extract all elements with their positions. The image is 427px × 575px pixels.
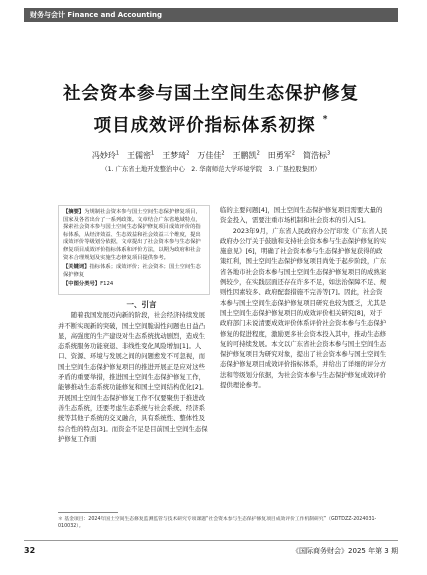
article-title-line2 bbox=[24, 112, 398, 137]
keywords-line bbox=[63, 264, 205, 279]
article-title-line1: 社会资本参与国土空间生态保护修复 bbox=[63, 84, 359, 104]
author-affiliation-mark: 2 bbox=[221, 150, 225, 157]
section-header-bar bbox=[24, 8, 398, 22]
left-column bbox=[58, 300, 210, 444]
author-name: 田勇军 bbox=[267, 151, 292, 160]
article-title-line2-text: 项目成效评价指标体系初探 bbox=[93, 116, 316, 136]
journal-issue: 《国际商务财会》2025 年第 3 期 bbox=[292, 547, 398, 555]
funding-footnote: ＊ 基金项目：2024年国土空间生态修复监测监管与技术研究专项课题“社会资本参与生态保护修复项目成效评价工作机制研究”（GDTDZZ-2024031-010032）。 bbox=[58, 517, 377, 529]
section-heading-introduction: 一、引言 bbox=[126, 300, 157, 309]
author-name: 冯妙玲 bbox=[91, 151, 116, 160]
abstract-text: 为规制社会资本参与国土空间生态保护修复项目，国家及各省出台了一系列政策。文章结合广东省地域特点，探索社会资本参与国土空间生态保护修复项目成效评价的指标体系，从经济效益、生态效益和社会效益三个维度，提出成效评价等级划分依据，文章提出了社会资本参与生态保护修复项目成效评价指标体系和评价方法，以期为政府和社会资本合理规划及实施生态修复项目提供参考。 bbox=[63, 209, 201, 261]
abstract-label: 【摘要】 bbox=[63, 209, 85, 215]
section-header-label: 财务与会计 Finance and Accounting bbox=[30, 11, 163, 19]
author-affiliation-mark: 2 bbox=[291, 150, 295, 157]
author-name: 王鹏凯 bbox=[232, 151, 257, 160]
page-number: 32 bbox=[24, 546, 36, 555]
classification-line bbox=[63, 281, 205, 289]
author-affiliation-mark: 1 bbox=[151, 150, 155, 157]
body-paragraph: 随着我国发展迈向新的阶段，社会经济持续发展并不断实现新的突破，国土空间脆弱性问题也日益凸显，高强度的生产建设对生态系统扰动剧烈，造成生态系统服务功能衰退、非线性变化风险增加[1]。人口、资源、环境与发展之间的问题愈发不可忽视，而国土空间生态保护修复项目的推进开展正是应对这些矛盾的重要举措，推进国土空间生态保护修复工作，能够推动生态系统功能修复和国土空间结构优化[2]。开展国土空间生态保护修复工作不仅要聚焦于推进改善生态系统，还要考虑生态系统与社会系统、经济系统等其他子系统的交叉融合，具有系统性、整体性及综合性的特点[3]。而资金不足是目前国土空间生态保护修复工作面 bbox=[58, 311, 208, 443]
abstract-paragraph bbox=[63, 209, 205, 262]
author-name: 王梦琦 bbox=[162, 151, 187, 160]
right-column bbox=[220, 205, 388, 390]
title-footnote-mark: * bbox=[322, 115, 329, 126]
body-paragraph: 2023年9月，广东省人民政府办公厅印发《广东省人民政府办公厅关于鼓励和支持社会资本参与生态保护修复的实施意见》[6]，明确了社会资本参与生态保护修复获得的政策红利，国土空间生态保护修复项目尚处于起步阶段，广东省各地市社会资本参与国土空间生态保护修复项目的成熟案例较少，在实践层面还存在许多不足，如法治保障不足、规则性因素较多、政府配套措施不完善等[7]。因此，社会资本参与国土空间生态保护修复项目研究也较为匮乏，尤其是国土空间生态保护修复项目的成效评价相关研究[8]，对于政府部门未说清要成效评价体系评价社会资本参与生态保护修复的促进程度，激励更多社会资本投入其中，推动生态修复的可持续发展。本文以广东省社会资本参与国土空间生态保护修复项目为研究对象，提出了社会资本参与国土空间生态保护修复项目成效评价指标体系，并给出了详细的评分方法和等级划分依据，为社会资本参与生态保护修复成效评价提供理论参考。 bbox=[220, 226, 388, 390]
footnote-divider bbox=[58, 512, 118, 513]
author-affiliation-mark: 3 bbox=[326, 150, 331, 157]
abstract-box bbox=[58, 205, 210, 295]
footer-divider bbox=[24, 540, 398, 541]
keywords-text: 指标体系；成效评价；社会资本；国土空间生态保护修复 bbox=[63, 264, 201, 278]
keywords-label: 【关键词】 bbox=[63, 264, 90, 271]
author-affiliation-mark: 2 bbox=[186, 150, 190, 157]
affiliations: （1. 广东省土地开发整治中心 2. 华南师范大学环境学院 3. 广垦控股集团） bbox=[101, 166, 321, 173]
classification-code: F124 bbox=[100, 281, 114, 288]
body-paragraph: 临的主要问题[4]，国土空间生态保护修复项目需要大量的资金投入，需要注重市场机制和社会资本的引入[5]。 bbox=[220, 206, 383, 225]
author-affiliation-mark: 2 bbox=[256, 150, 260, 157]
author-name: 万佳佳 bbox=[197, 151, 222, 160]
classification-label: 【中图分类号】 bbox=[63, 281, 101, 288]
author-name: 简浩标 bbox=[302, 151, 327, 160]
author-list bbox=[24, 150, 398, 161]
author-affiliation-mark: 1 bbox=[115, 150, 120, 157]
author-name: 王儒密 bbox=[127, 151, 152, 160]
